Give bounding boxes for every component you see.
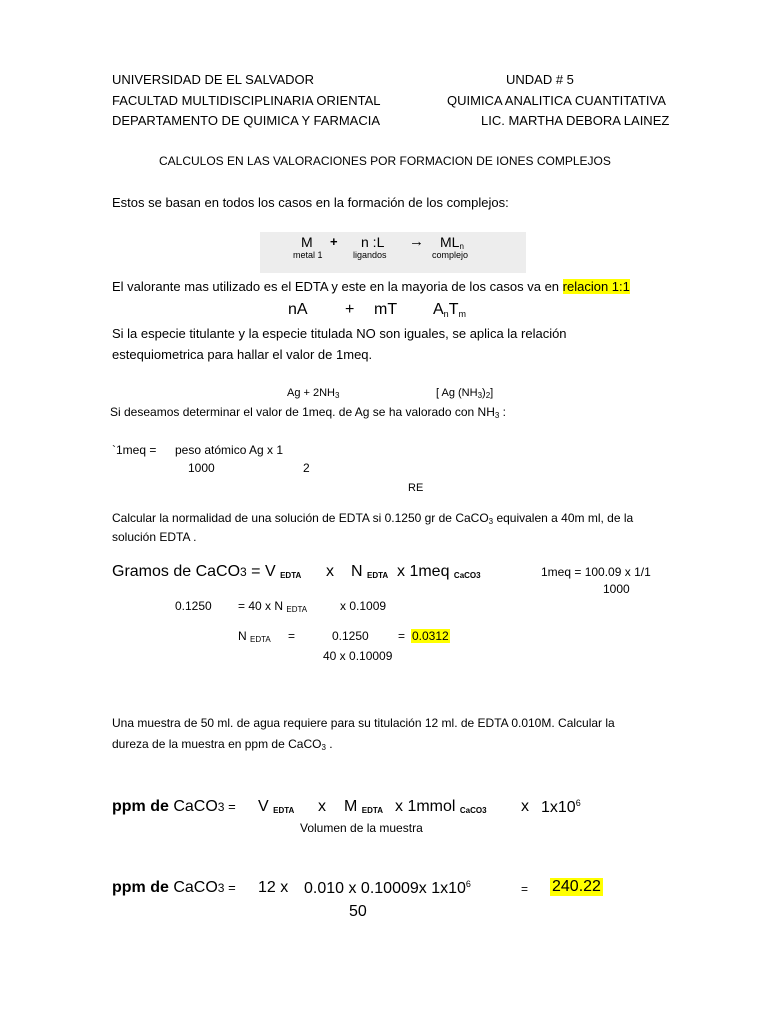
calc1-x1: x [326,563,334,580]
equation-plus: + [345,301,355,318]
calc1-line3-denom: 40 x 0.10009 [323,649,393,663]
calc2-volume-label: Volumen de la muestra [300,821,423,835]
reaction-complex-label: complejo [432,250,469,260]
calc1-line3-n: N $_{EDTA}$ [238,629,271,644]
header-professor: LIC. MARTHA DEBORA LAINEZ [481,113,670,128]
calc2-mmol: x 1mmol $_{CaCO3}$ [395,798,487,815]
paragraph-line-2: estequiometrica para hallar el valor de 1meq. [112,347,373,362]
calc1-meq-right-denom: 1000 [603,582,630,596]
reaction-plus: + [330,234,338,249]
valorante-text: El valorante mas utilizado es el EDTA y este en la mayoria de los casos va en relacion 1:1 [112,279,630,294]
problem1-line-1: Calcular la normalidad de una solución de EDTA si 0.1250 gr de CaCO$_3$ equivalen a 40m ml, de la [112,511,634,526]
problem2-line-2: dureza de la muestra en ppm de CaCO$_3$ . [112,737,333,752]
page-title: CALCULOS EN LAS VALORACIONES POR FORMACION DE IONES COMPLEJOS [159,154,611,168]
calc1-line2-c: x 0.1009 [340,599,387,613]
calc2-x1: x [318,798,326,815]
problem1-line-2: solución EDTA . [112,530,197,544]
meq-denominator-2: 2 [303,461,310,475]
calc1-main: Gramos de CaCO3 = V $_{EDTA}$ [112,563,302,580]
header-university: UNIVERSIDAD DE EL SALVADOR [112,72,315,87]
header-faculty: FACULTAD MULTIDISCIPLINARIA ORIENTAL [112,93,381,108]
reaction-metal-label: metal 1 [293,250,323,260]
equation-mT: mT [374,301,398,318]
calc2-factor: $1x10^6$ [541,798,581,816]
calc2-main: ppm de CaCO3 = [112,798,236,815]
re-label: RE [408,482,424,494]
calc2-line2-eq: = [521,882,529,896]
calc1-line2-b: = 40 x N $_{EDTA}$ [238,599,308,614]
reaction-arrow: → [409,233,424,250]
ag-question: Si deseamos determinar el valor de 1meq. de Ag se ha valorado con $NH_3$ : [110,405,507,420]
header-department: DEPARTAMENTO DE QUIMICA Y FARMACIA [112,113,380,128]
calc1-meq-right: 1meq = 100.09 x 1/1 [541,565,651,579]
meq-label: `1meq = [112,443,157,457]
intro-text: Estos se basan en todos los casos en la formación de los complejos: [112,195,509,210]
page-number: 50 [349,903,367,920]
problem2-line-1: Una muestra de 50 ml. de agua requiere para su titulación 12 ml. de EDTA 0.010M. Calcular la [112,716,615,730]
calc2-v: V $_{EDTA}$ [258,798,295,815]
equation-product: AnTm [433,301,466,319]
calc2-x3: x [521,798,529,815]
ag-reaction-left: $Ag + 2NH_3$ [287,387,340,400]
calc1-line3-eq: = [288,629,296,643]
paragraph-line-1: Si la especie titulante y la especie titulada NO son iguales, se aplica la relación [112,326,567,341]
header-unit: UNDAD # 5 [506,72,574,87]
calc1-result: 0.0312 [412,629,449,643]
reaction-ligand-label: ligandos [353,250,387,260]
calc1-line2-a: 0.1250 [175,599,212,613]
header-course: QUIMICA ANALITICA CUANTITATIVA [447,93,666,108]
reaction-ligand: n :L [361,234,385,250]
reaction-figure [260,232,526,273]
calc2-m: M $_{EDTA}$ [344,798,383,815]
calc2-line2-label: ppm de CaCO3 = [112,879,236,896]
calc2-result: 240.22 [552,878,601,895]
calc1-n: N $_{EDTA}$ [351,563,389,580]
reaction-metal: M [301,234,313,250]
calc1-line3-eq2: = [398,629,406,643]
equation-nA: nA [288,301,308,318]
meq-numerator: peso atómico Ag x 1 [175,443,284,457]
ag-reaction-right: [ Ag $(NH_3)_2$] [436,387,494,400]
calc2-line2-a: 12 x [258,879,289,896]
reaction-complex: $ML_n$ [440,234,464,251]
calc1-line3-num: 0.1250 [332,629,369,643]
calc1-meq: x 1meq $_{CaCO3}$ [397,563,481,580]
meq-denominator-1: 1000 [188,461,215,475]
calc2-line2-b: 0.010 x 0.10009x $1x10^6$ [304,879,471,897]
relation-highlight: relacion 1:1 [562,279,630,294]
